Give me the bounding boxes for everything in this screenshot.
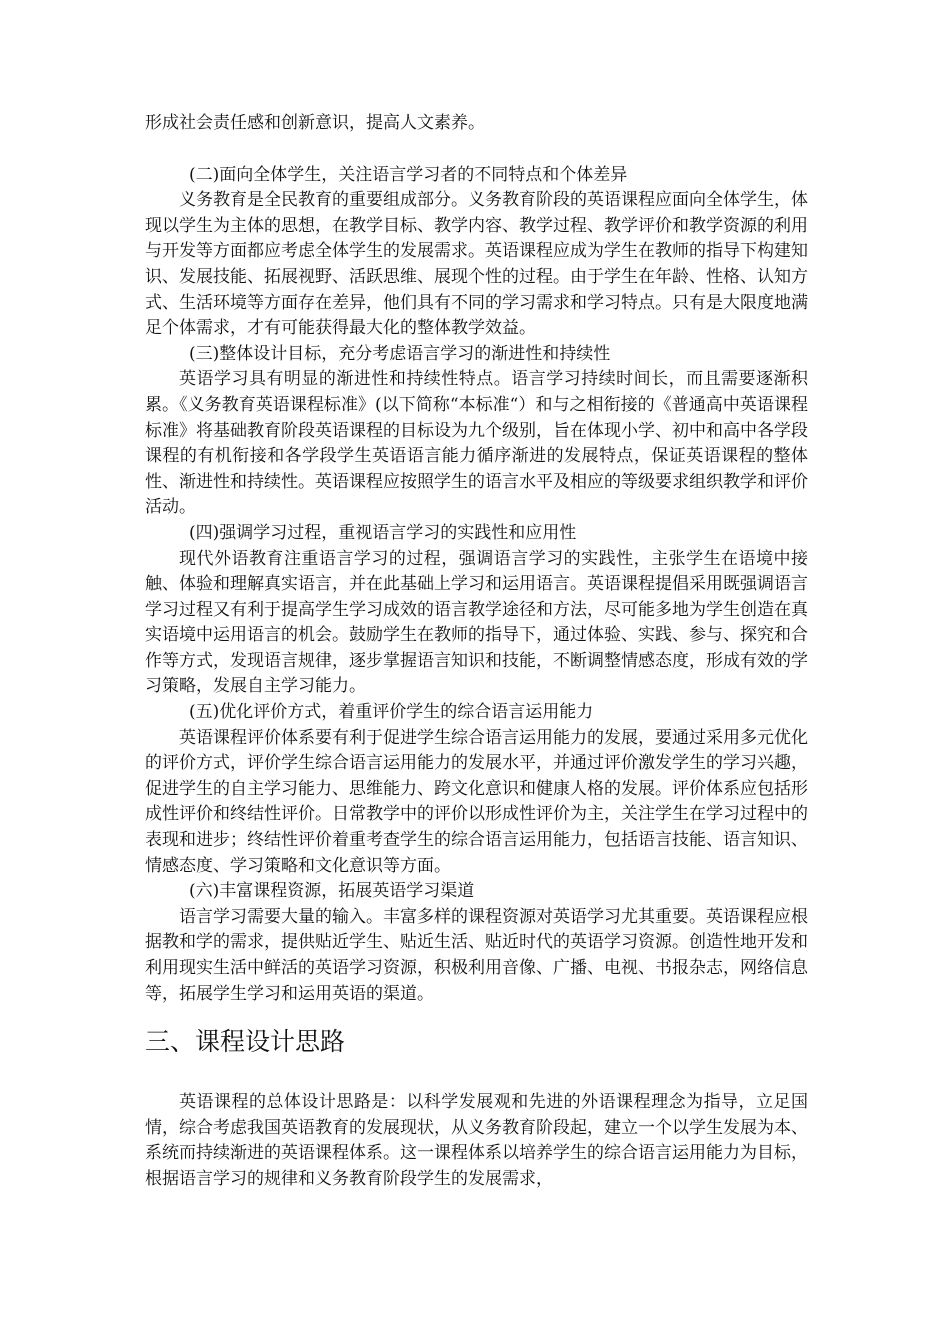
intro-paragraph: 形成社会责任感和创新意识，提高人文素养。: [145, 113, 485, 133]
section-2-body: 义务教育是全民教育的重要组成部分。义务教育阶段的英语课程应面向全体学生，体现以学生为主体的思想，在教学目标、教学内容、教学过程、教学评价和教学资源的利用与开发等方面都应考虑全体学生的发展需求。英语课程应成为学生在教师的指导下构建知识、发展技能、拓展视野、活跃思维、展现个性的过程。由于学生在年龄、性格、认知方式、生活环境等方面存在差异，他们具有不同的学习需求和学习特点。只有是大限度地满足个体需求，才有可能获得最大化的整体教学效益。: [145, 190, 808, 339]
document-page: [145, 111, 808, 1193]
chapter-3-heading: 三、课程设计思路: [145, 1027, 346, 1057]
section-3-body: 英语学习具有明显的渐进性和持续性特点。语言学习持续时间长，而且需要逐渐积累。《义务教育英语课程标准》(以下简称“本标准“）和与之相衔接的《普通高中英语课程标准》将基础教育阶段英语课程的目标设为九个级别，旨在体现小学、初中和高中各学段课程的有机衔接和各学段学生英语语言能力循序渐进的发展特点，保证英语课程的整体性、渐进性和持续性。英语课程应按照学生的语言水平及相应的等级要求组织教学和评价活动。: [145, 369, 808, 518]
section-4-body: 现代外语教育注重语言学习的过程，强调语言学习的实践性，主张学生在语境中接触、体验和理解真实语言，并在此基础上学习和运用语言。英语课程提倡采用既强调语言学习过程又有利于提高学生学习成效的语言教学途径和方法，尽可能多地为学生创造在真实语境中运用语言的机会。鼓励学生在教师的指导下，通过体验、实践、参与、探究和合作等方式，发现语言规律，逐步掌握语言知识和技能，不断调整情感态度，形成有效的学习策略，发展自主学习能力。: [145, 548, 808, 697]
heading-gap: [145, 1059, 808, 1090]
section-6-title: (六)丰富课程资源，拓展英语学习渠道: [189, 881, 475, 902]
section-5-body: 英语课程评价体系要有利于促进学生综合语言运用能力的发展，要通过采用多元优化的评价方式，评价学生综合语言运用能力的发展水平，并通过评价激发学生的学习兴趣，促进学生的自主学习能力、思维能力、跨文化意识和健康人格的发展。评价体系应包括形成性评价和终结性评价。日常教学中的评价以形成性评价为主，关注学生在学习过程中的表现和进步；终结性评价着重考查学生的综合语言运用能力，包括语言技能、语言知识、情感态度、学习策略和文化意识等方面。: [145, 727, 808, 876]
chapter-3-body: 英语课程的总体设计思路是：以科学发展观和先进的外语课程理念为指导，立足国情，综合考虑我国英语教育的发展现状，从义务教育阶段起，建立一个以学生发展为本、系统而持续渐进的英语课程体系。这一课程体系以培养学生的综合语言运用能力为目标，根据语言学习的规律和义务教育阶段学生的发展需求，: [145, 1092, 808, 1189]
paragraph-gap: [145, 137, 808, 163]
section-6-body: 语言学习需要大量的输入。丰富多样的课程资源对英语学习尤其重要。英语课程应根据教和学的需求，提供贴近学生、贴近生活、贴近时代的英语学习资源。创造性地开发和利用现实生活中鲜活的英语学习资源，积极利用音像、广播、电视、书报杂志，网络信息等，拓展学生学习和运用英语的渠道。: [145, 906, 808, 1004]
section-4-title: (四)强调学习过程，重视语言学习的实践性和应用性: [189, 522, 577, 543]
section-3-title: (三)整体设计目标，充分考虑语言学习的渐进性和持续性: [189, 343, 611, 364]
section-5-title: (五)优化评价方式，着重评价学生的综合语言运用能力: [189, 702, 594, 723]
section-2-title: (二)面向全体学生，关注语言学习者的不同特点和个体差异: [189, 164, 628, 185]
